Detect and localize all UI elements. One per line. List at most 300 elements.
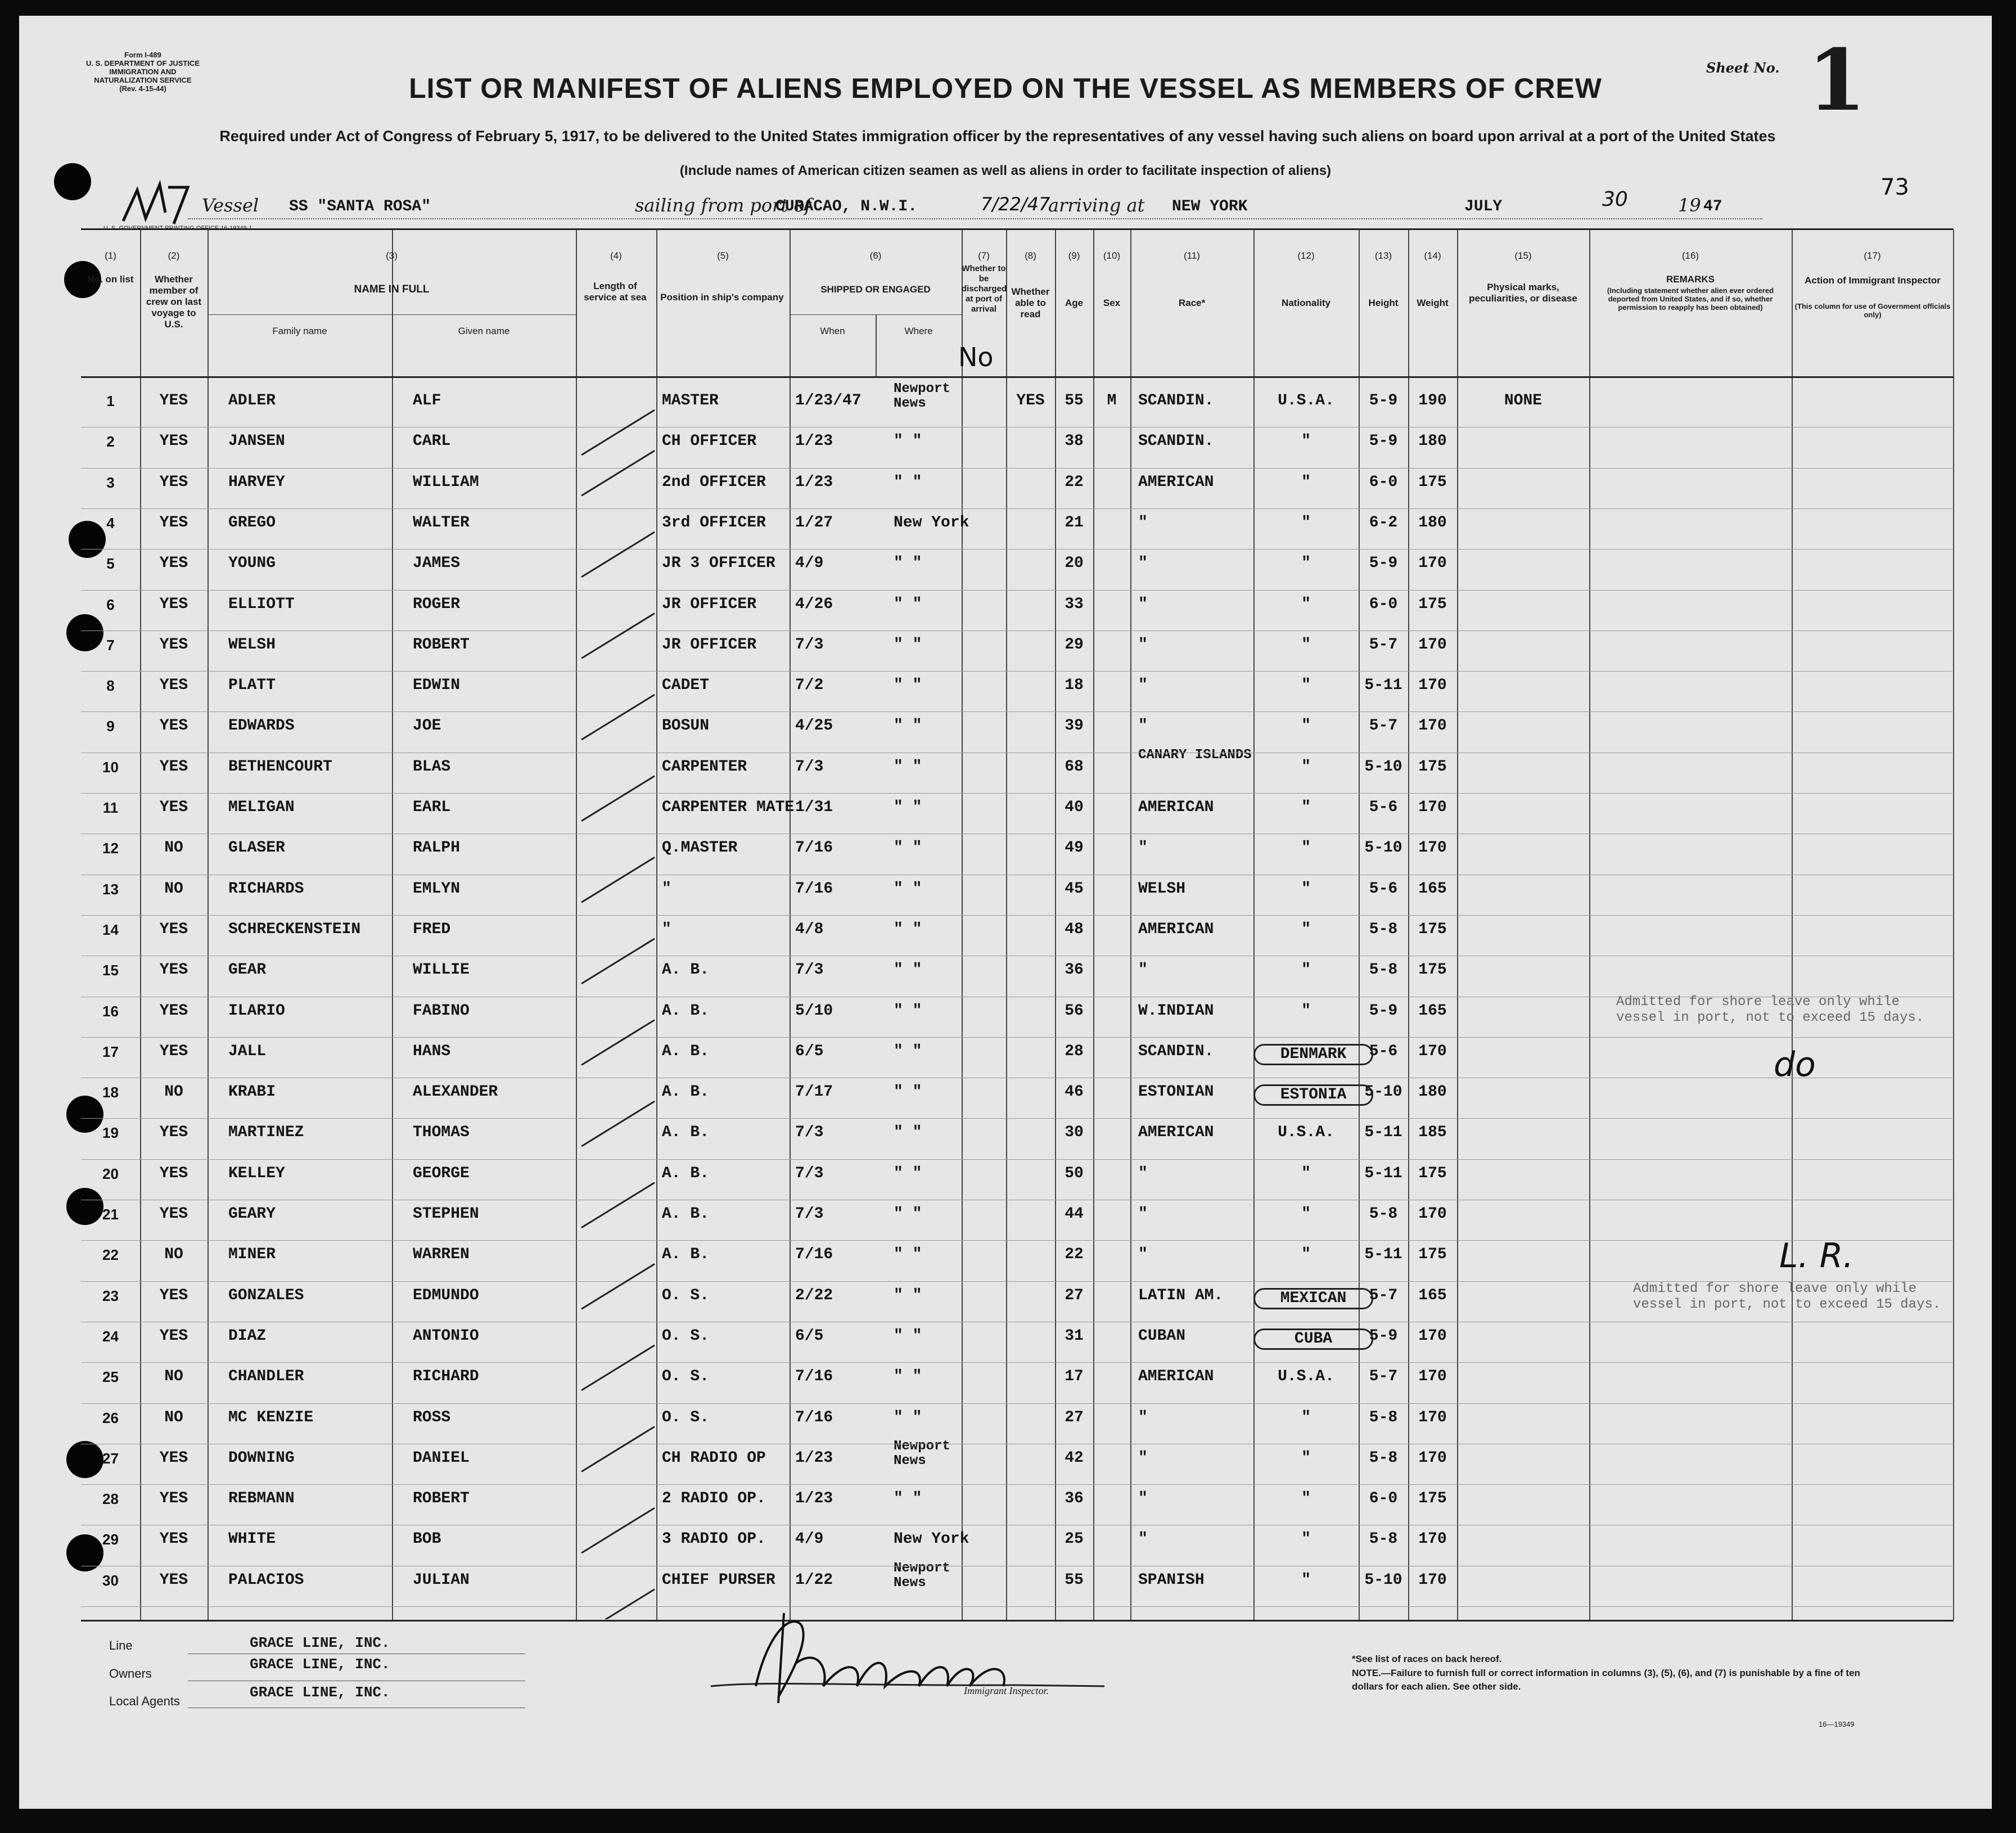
hdr-action-sub: (This column for use of Government officials only)	[1794, 302, 1951, 319]
shipped-where: " "	[894, 961, 922, 979]
col-num: (2)	[168, 250, 180, 261]
shipped-when: 7/2	[795, 677, 824, 695]
race: "	[1138, 839, 1148, 857]
nationality: U.S.A.	[1278, 392, 1334, 409]
shipped-where: " "	[894, 717, 922, 735]
hdr-length-service: Length of service at sea	[584, 281, 647, 303]
shipped-when: 7/3	[795, 636, 824, 654]
race: SPANISH	[1138, 1571, 1205, 1589]
shipped-where: " "	[894, 1286, 922, 1304]
crew-table	[81, 228, 1954, 1622]
row-number: 1	[106, 393, 115, 409]
arriving-label: arriving at	[1048, 195, 1145, 216]
given-name: RALPH	[413, 839, 461, 857]
height: 5-9	[1369, 555, 1398, 573]
race: AMERICAN	[1138, 920, 1214, 938]
nationality: "	[1301, 636, 1311, 654]
hdr-no-on-list: No. on list	[87, 274, 134, 285]
hdr-given-name: Given name	[458, 326, 510, 336]
nationality: "	[1301, 1205, 1311, 1223]
weight: 175	[1418, 595, 1447, 613]
age: 55	[1065, 1571, 1084, 1589]
shipped-when: 1/23	[795, 473, 833, 491]
last-voyage: NO	[164, 1246, 183, 1264]
last-voyage: YES	[159, 1571, 188, 1589]
age: 39	[1065, 717, 1084, 735]
given-name: ALEXANDER	[413, 1083, 498, 1101]
hdr-sex: Sex	[1103, 298, 1121, 308]
inspector-initials: L. R.	[1779, 1236, 1854, 1276]
position: "	[662, 880, 671, 898]
age: 50	[1065, 1164, 1084, 1182]
age: 29	[1065, 636, 1084, 654]
shipped-when: 1/23	[795, 1490, 833, 1508]
weight: 175	[1418, 961, 1447, 979]
family-name: MINER	[228, 1246, 276, 1264]
weight: 165	[1418, 1002, 1447, 1020]
position: O. S.	[662, 1286, 710, 1304]
sail-date: 7/22/47	[981, 193, 1050, 215]
position: "	[662, 920, 671, 938]
row-number: 26	[102, 1409, 119, 1426]
hdr-last-voyage: Whether member of crew on last voyage to U.S.	[146, 274, 202, 330]
family-name: MARTINEZ	[228, 1124, 304, 1142]
last-voyage: NO	[164, 1368, 183, 1386]
position: O. S.	[662, 1368, 710, 1386]
family-name: JANSEN	[228, 433, 285, 451]
race: "	[1138, 1449, 1148, 1467]
nationality: "	[1301, 961, 1311, 979]
shipped-when: 1/27	[795, 514, 833, 532]
shipped-where: " "	[894, 1002, 922, 1020]
height: 5-8	[1369, 1530, 1398, 1548]
position: A. B.	[662, 1246, 710, 1264]
col-num: (7)	[978, 250, 990, 261]
weight: 170	[1418, 555, 1447, 573]
page-title: LIST OR MANIFEST OF ALIENS EMPLOYED ON THE VESSEL AS MEMBERS OF CREW	[409, 73, 1602, 104]
shipped-when: 7/3	[795, 961, 824, 979]
hdr-race: Race*	[1178, 298, 1206, 308]
row-number: 3	[106, 474, 115, 491]
given-name: FRED	[413, 920, 451, 938]
shipped-when: 1/31	[795, 799, 833, 816]
weight: 170	[1418, 636, 1447, 654]
given-name: EARL	[413, 799, 451, 816]
given-name: ROGER	[413, 595, 461, 613]
height: 6-0	[1369, 595, 1398, 613]
shipped-where: " "	[894, 839, 922, 857]
last-voyage: NO	[164, 1083, 183, 1101]
height: 6-2	[1369, 514, 1398, 532]
given-name: FABINO	[413, 1002, 470, 1020]
vessel-name: SS "SANTA ROSA"	[289, 198, 431, 215]
height: 5-6	[1369, 880, 1398, 898]
weight: 175	[1418, 758, 1447, 776]
position: CH OFFICER	[662, 433, 757, 451]
race: LATIN AM.	[1138, 1286, 1224, 1304]
sheet-label: Sheet No.	[1706, 60, 1780, 76]
row-number: 16	[102, 1002, 119, 1020]
last-voyage: YES	[159, 514, 188, 532]
shipped-where: " "	[894, 799, 922, 816]
weight: 165	[1418, 1286, 1447, 1304]
hdr-able-read: Whether able to read	[1011, 286, 1050, 319]
given-name: JULIAN	[413, 1571, 470, 1589]
nationality: U.S.A.	[1278, 1368, 1334, 1386]
nationality: "	[1301, 1408, 1311, 1426]
row-number: 14	[102, 921, 119, 938]
nationality: "	[1301, 1164, 1311, 1182]
weight: 180	[1418, 1083, 1447, 1101]
age: 55	[1065, 392, 1084, 409]
last-voyage: YES	[159, 392, 188, 409]
last-voyage: YES	[159, 799, 188, 816]
weight: 180	[1418, 514, 1447, 532]
weight: 170	[1418, 1571, 1447, 1589]
shipped-when: 6/5	[795, 1042, 824, 1060]
weight: 185	[1418, 1124, 1447, 1142]
last-voyage: YES	[159, 1449, 188, 1467]
shipped-when: 7/16	[795, 1246, 833, 1264]
height: 5-11	[1364, 1124, 1402, 1142]
family-name: HARVEY	[228, 473, 285, 491]
shipped-when: 4/26	[795, 595, 833, 613]
hdr-when: When	[820, 326, 845, 336]
family-name: ADLER	[228, 392, 276, 409]
row-number: 8	[106, 677, 115, 695]
family-name: JALL	[228, 1042, 267, 1060]
last-voyage: YES	[159, 595, 188, 613]
shipped-when: 4/8	[795, 920, 824, 938]
weight: 170	[1418, 1368, 1447, 1386]
vessel-underline	[188, 218, 1762, 219]
last-voyage: YES	[159, 1286, 188, 1304]
family-name: ELLIOTT	[228, 595, 295, 613]
age: 25	[1065, 1530, 1084, 1548]
height: 5-8	[1369, 1408, 1398, 1426]
hdr-weight: Weight	[1417, 298, 1449, 308]
nationality: U.S.A.	[1278, 1124, 1334, 1142]
race: "	[1138, 1164, 1148, 1182]
shipped-where: " "	[894, 920, 922, 938]
race: "	[1138, 1408, 1148, 1426]
shipped-where: Newport News	[894, 1560, 950, 1591]
family-name: ILARIO	[228, 1002, 285, 1020]
row-number: 18	[102, 1084, 119, 1101]
form-code: 16—19349	[1819, 1720, 1855, 1728]
nationality: ESTONIA	[1253, 1084, 1373, 1106]
position: A. B.	[662, 961, 710, 979]
shipped-where: Newport News	[894, 381, 950, 411]
age: 48	[1065, 920, 1084, 938]
height: 5-8	[1369, 1449, 1398, 1467]
shipped-when: 7/3	[795, 1164, 824, 1182]
weight: 165	[1418, 880, 1447, 898]
race: WELSH	[1138, 880, 1186, 898]
position: A. B.	[662, 1042, 710, 1060]
shipped-when: 4/25	[795, 717, 833, 735]
nationality: CUBA	[1253, 1328, 1373, 1350]
position: O. S.	[662, 1327, 710, 1345]
last-voyage: YES	[159, 1205, 188, 1223]
shipped-when: 7/16	[795, 880, 833, 898]
shipped-where: Newport News	[894, 1438, 950, 1469]
shipped-when: 7/16	[795, 1408, 833, 1426]
weight: 180	[1418, 433, 1447, 451]
given-name: GEORGE	[413, 1164, 470, 1182]
race: "	[1138, 636, 1148, 654]
shipped-where: " "	[894, 1164, 922, 1182]
shipped-where: " "	[894, 1246, 922, 1264]
row-number: 15	[102, 962, 119, 979]
given-name: ROBERT	[413, 636, 470, 654]
given-name: EDWIN	[413, 677, 461, 695]
age: 20	[1065, 555, 1084, 573]
family-name: RICHARDS	[228, 880, 304, 898]
row-number: 4	[106, 514, 115, 532]
position: MASTER	[662, 392, 719, 409]
last-voyage: YES	[159, 717, 188, 735]
shipped-when: 7/16	[795, 839, 833, 857]
hdr-remarks: REMARKS	[1666, 274, 1715, 285]
line-label: Line	[109, 1638, 133, 1652]
sheet-number: 1	[1807, 31, 1866, 130]
row-number: 22	[102, 1246, 119, 1264]
age: 46	[1065, 1083, 1084, 1101]
shipped-where: New York	[894, 1530, 969, 1548]
col-num: (16)	[1681, 250, 1699, 261]
position: CH RADIO OP	[662, 1449, 766, 1467]
race: "	[1138, 1246, 1148, 1264]
height: 5-11	[1364, 677, 1402, 695]
given-name: EDMUNDO	[413, 1286, 479, 1304]
row-number: 7	[106, 636, 115, 654]
race: SCANDIN.	[1138, 392, 1214, 409]
last-voyage: YES	[159, 1530, 188, 1548]
age: 27	[1065, 1408, 1084, 1426]
last-voyage: YES	[159, 473, 188, 491]
col-num: (5)	[717, 250, 729, 261]
family-name: GREGO	[228, 514, 276, 532]
family-name: GEAR	[228, 961, 267, 979]
last-voyage: NO	[164, 880, 183, 898]
nationality: "	[1301, 433, 1311, 451]
nationality: "	[1301, 920, 1311, 938]
age: 28	[1065, 1042, 1084, 1060]
row-number: 27	[102, 1449, 119, 1467]
hdr-name-in-full: NAME IN FULL	[354, 283, 430, 295]
row-number: 23	[102, 1287, 119, 1304]
race: SCANDIN.	[1138, 433, 1214, 451]
position: CARPENTER MATE	[662, 799, 795, 816]
last-voyage: YES	[159, 1327, 188, 1345]
shipped-when: 7/16	[795, 1368, 833, 1386]
row-number: 17	[102, 1043, 119, 1060]
col-num: (1)	[105, 250, 116, 261]
family-name: SCHRECKENSTEIN	[228, 920, 361, 938]
hdr-discharged: Whether to be discharged at port of arrival	[962, 264, 1007, 314]
row-number: 10	[102, 758, 119, 776]
handwritten-mark	[120, 179, 210, 229]
nationality: "	[1301, 473, 1311, 491]
age: 40	[1065, 799, 1084, 816]
age: 22	[1065, 1246, 1084, 1264]
shipped-when: 1/23	[795, 1449, 833, 1467]
row-number: 13	[102, 880, 119, 898]
age: 36	[1065, 961, 1084, 979]
position: A. B.	[662, 1083, 710, 1101]
race: AMERICAN	[1138, 1124, 1214, 1142]
weight: 190	[1418, 392, 1447, 409]
race: AMERICAN	[1138, 1368, 1214, 1386]
age: 22	[1065, 473, 1084, 491]
row-number: 29	[102, 1531, 119, 1548]
age: 21	[1065, 514, 1084, 532]
race: "	[1138, 1490, 1148, 1508]
position: A. B.	[662, 1205, 710, 1223]
weight: 175	[1418, 1490, 1447, 1508]
port-to: NEW YORK	[1172, 198, 1248, 215]
nationality: "	[1301, 1571, 1311, 1589]
nationality: "	[1301, 1490, 1311, 1508]
family-name: KRABI	[228, 1083, 276, 1101]
shipped-when: 1/23	[795, 433, 833, 451]
hdr-nationality: Nationality	[1282, 298, 1331, 308]
family-name: CHANDLER	[228, 1368, 304, 1386]
row-number: 30	[102, 1571, 119, 1589]
row-number: 28	[102, 1490, 119, 1508]
arrival-year: 47	[1703, 198, 1722, 215]
col-num: (4)	[610, 250, 622, 261]
given-name: ALF	[413, 392, 441, 409]
inspector-signature	[700, 1602, 1116, 1709]
given-name: DANIEL	[413, 1449, 470, 1467]
family-name: YOUNG	[228, 555, 276, 573]
given-name: BLAS	[413, 758, 451, 776]
weight: 170	[1418, 1530, 1447, 1548]
family-name: GEARY	[228, 1205, 276, 1223]
page-annotation: 73	[1880, 174, 1909, 200]
age: 36	[1065, 1490, 1084, 1508]
owners-label: Owners	[109, 1667, 152, 1681]
physical-marks: NONE	[1504, 392, 1543, 409]
position: O. S.	[662, 1408, 710, 1426]
shipped-where: " "	[894, 1042, 922, 1060]
height: 5-10	[1364, 1083, 1402, 1101]
shipped-when: 7/3	[795, 758, 824, 776]
height: 5-7	[1369, 1368, 1398, 1386]
line-value: GRACE LINE, INC.	[250, 1634, 390, 1651]
race: W.INDIAN	[1138, 1002, 1214, 1020]
height: 5-10	[1364, 758, 1402, 776]
race: "	[1138, 1205, 1148, 1223]
last-voyage: YES	[159, 433, 188, 451]
height: 5-10	[1364, 1571, 1402, 1589]
race: "	[1138, 717, 1148, 735]
family-name: GONZALES	[228, 1286, 304, 1304]
position: CARPENTER	[662, 758, 747, 776]
height: 5-7	[1369, 717, 1398, 735]
col-num: (17)	[1864, 250, 1881, 261]
shore-leave-stamp: Admitted for shore leave only while vessel in port, not to exceed 15 days.	[1633, 1281, 1941, 1312]
shipped-where: New York	[894, 514, 969, 532]
hdr-remarks-sub: (Including statement whether alien ever ordered deported from United States, and if so, whether permission to reapply has been obtained)	[1607, 286, 1774, 312]
row-number: 20	[102, 1165, 119, 1182]
nationality: DENMARK	[1253, 1044, 1373, 1065]
weight: 175	[1418, 920, 1447, 938]
last-voyage: YES	[159, 961, 188, 979]
height: 5-9	[1369, 433, 1398, 451]
shipped-where: " "	[894, 1408, 922, 1426]
arrival-month: JULY	[1464, 198, 1503, 215]
col-num: (11)	[1184, 250, 1200, 261]
shipped-where: " "	[894, 473, 922, 491]
nationality: "	[1301, 514, 1311, 532]
hdr-position: Position in ship's company	[660, 292, 784, 303]
given-name: THOMAS	[413, 1124, 470, 1142]
age: 33	[1065, 595, 1084, 613]
row-number: 11	[102, 799, 119, 816]
race: AMERICAN	[1138, 799, 1214, 816]
weight: 170	[1418, 1205, 1447, 1223]
height: 5-11	[1364, 1246, 1402, 1264]
service-slash-marks	[576, 382, 660, 1619]
nationality: "	[1301, 1530, 1311, 1548]
given-name: ANTONIO	[413, 1327, 479, 1345]
inspector-initials: do	[1774, 1045, 1816, 1084]
age: 49	[1065, 839, 1084, 857]
given-name: JOE	[413, 717, 441, 735]
weight: 170	[1418, 1449, 1447, 1467]
last-voyage: YES	[159, 1164, 188, 1182]
given-name: WALTER	[413, 514, 470, 532]
last-voyage: YES	[159, 1124, 188, 1142]
col-num: (8)	[1025, 250, 1036, 261]
nationality: "	[1301, 799, 1311, 816]
penalty-note: NOTE.—Failure to furnish full or correct information in columns (3), (5), (6), and (7) is punishable by a fine of ten dollars for each alien. See other side.	[1352, 1668, 1860, 1692]
age: 31	[1065, 1327, 1084, 1345]
age: 38	[1065, 433, 1084, 451]
vessel-label: Vessel	[202, 195, 259, 216]
given-name: BOB	[413, 1530, 441, 1548]
races-note: *See list of races on back hereof.	[1352, 1654, 1502, 1664]
row-number: 5	[106, 555, 115, 573]
last-voyage: YES	[159, 1490, 188, 1508]
weight: 170	[1418, 839, 1447, 857]
given-name: WILLIE	[413, 961, 470, 979]
position: A. B.	[662, 1124, 710, 1142]
sex: M	[1107, 392, 1117, 409]
race: "	[1138, 1530, 1148, 1548]
shipped-where: " "	[894, 1490, 922, 1508]
family-name: PALACIOS	[228, 1571, 304, 1589]
age: 17	[1065, 1368, 1084, 1386]
race: ESTONIAN	[1138, 1083, 1214, 1101]
age: 18	[1065, 677, 1084, 695]
weight: 170	[1418, 1408, 1447, 1426]
hdr-shipped: SHIPPED OR ENGAGED	[820, 284, 931, 295]
race: "	[1138, 555, 1148, 573]
nationality: "	[1301, 880, 1311, 898]
agents-label: Local Agents	[109, 1694, 180, 1708]
shipped-when: 7/3	[795, 1205, 824, 1223]
shipped-when: 1/22	[795, 1571, 833, 1589]
row-number: 24	[102, 1327, 119, 1345]
height: 5-8	[1369, 920, 1398, 938]
weight: 170	[1418, 677, 1447, 695]
height: 5-7	[1369, 1286, 1398, 1304]
given-name: WARREN	[413, 1246, 470, 1264]
